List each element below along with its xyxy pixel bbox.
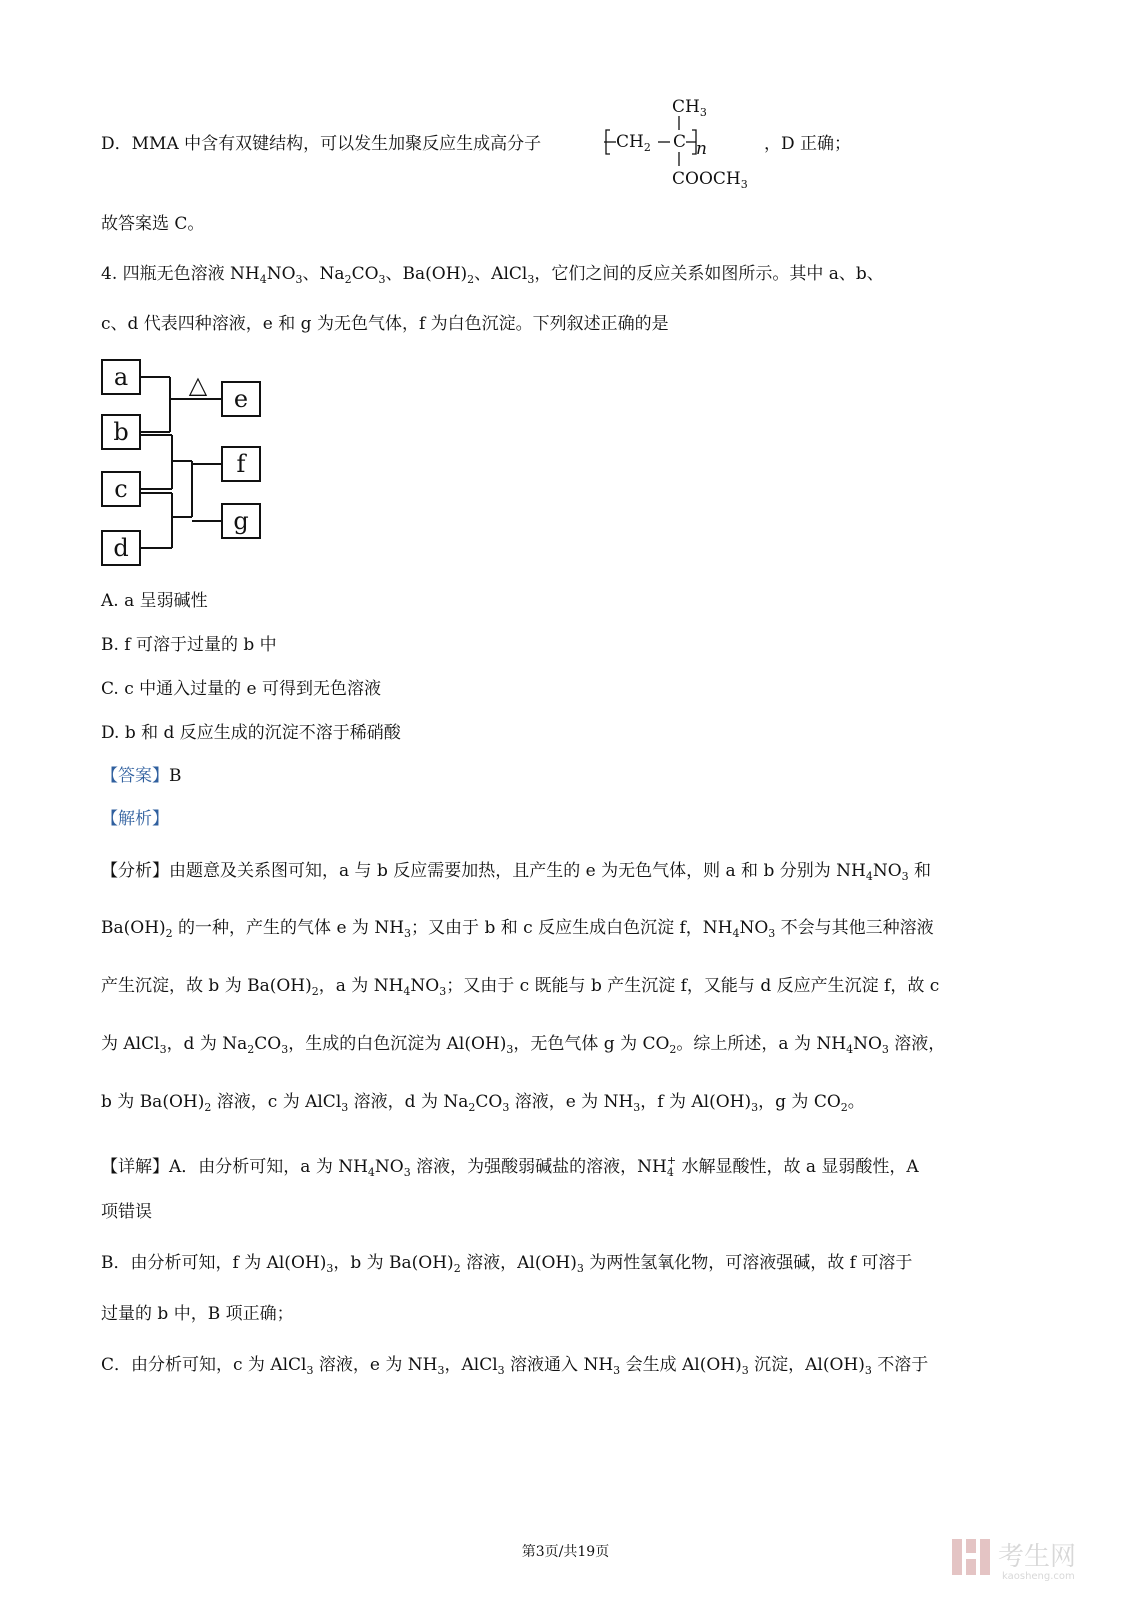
polymer-n: n [696,139,707,159]
label-a: a [113,363,129,391]
fenxi-line3: 产生沉淀，故 b 为 $Ba(OH)_2$，a 为 $NH_4NO_3$；又由于 c 既能与 b 产生沉淀 f，又能与 d 反应产生沉淀 f，故 c [101,976,940,998]
heat-symbol: △ [188,371,208,399]
polymer-ch2: $CH_2$ [616,132,651,154]
logo-url: kaosheng.com [1002,1571,1075,1582]
label-g: g [233,507,249,535]
analysis-label: 【解析】 [101,809,169,829]
label-c: c [114,475,128,503]
kaosheng-logo [950,1535,1120,1583]
option-a: A. a 呈弱碱性 [101,591,208,611]
option-d: D. b 和 d 反应生成的沉淀不溶于稀硝酸 [101,723,401,743]
prev-option-d [101,133,541,155]
option-c: C. c 中通入过量的 e 可得到无色溶液 [101,679,382,699]
option-b: B. f 可溶于过量的 b 中 [101,635,277,655]
prev-answer: 故答案选 C。 [101,214,205,234]
prev-option-d-tail: ，D 正确； [764,134,852,154]
detail-c-line1: C．由分析可知，c 为 AlCl$_3$ 溶液，e 为 $NH_3$，AlCl$_3$ 溶液通入 $NH_3$ 会生成 $Al(OH)_3$ 沉淀，$Al(OH)_3$ 不溶于 [101,1355,929,1377]
q4-stem-line2: c、d 代表四种溶液，e 和 g 为无色气体，f 为白色沉淀。下列叙述正确的是 [101,314,669,334]
detail-b-line1: B．由分析可知，f 为 $Al(OH)_3$，b 为 $Ba(OH)_2$ 溶液，$Al(OH)_3$ 为两性氢氧化物，可溶液强碱，故 f 可溶于 [101,1253,913,1275]
detail-b-line2: 过量的 b 中，B 项正确； [101,1304,294,1324]
fenxi-line2: $Ba(OH)_2$ 的一种，产生的气体 e 为 $NH_3$；又由于 b 和 c 反应生成白色沉淀 f，$NH_4NO_3$ 不会与其他三种溶液 [101,918,934,940]
answer-label: 【答案】 [101,766,169,786]
polymer-c: C [673,132,687,152]
logo-brand: 考生网 [998,1542,1077,1572]
polymer-ch3: $CH_3$ [672,97,707,119]
answer-line [101,765,182,787]
label-f: f [236,450,246,478]
fenxi-line5: b 为 $Ba(OH)_2$ 溶液，c 为 AlCl$_3$ 溶液，d 为 $Na_2CO_3$ 溶液，e 为 $NH_3$，f 为 $Al(OH)_3$，g 为 $CO_2$。 [101,1092,865,1114]
answer-value: B [169,766,182,786]
polymer-structure [600,92,770,192]
label-b: b [113,418,129,446]
page-number: 第3页/共19页 [521,1544,610,1560]
label-d: d [113,534,129,562]
q4-stem-line1: 4. 四瓶无色溶液 $NH_4NO_3$、$Na_2CO_3$、$Ba(OH)_2$、AlCl$_3$，它们之间的反应关系如图所示。其中 a、b、 [101,264,884,286]
polymer-cooch3: $COOCH_3$ [672,169,748,191]
fenxi-line4: 为 AlCl$_3$，d 为 $Na_2CO_3$，生成的白色沉淀为 $Al(OH)_3$，无色气体 g 为 $CO_2$。综上所述，a 为 $NH_4NO_3$ 溶液， [101,1034,946,1056]
detail-a-line2: 项错误 [101,1202,152,1222]
detail-a-line1: 【详解】A．由分析可知，a 为 $NH_4NO_3$ 溶液，为强酸弱碱盐的溶液，$NH_4^+$ 水解显酸性，故 a 显弱酸性，A [101,1154,919,1179]
fenxi-line1: 【分析】由题意及关系图可知，a 与 b 反应需要加热，且产生的 e 为无色气体，则 a 和 b 分别为 $NH_4NO_3$ 和 [101,861,932,883]
label-e: e [233,385,249,413]
prev-option-d-text: D．MMA 中含有双键结构，可以发生加聚反应生成高分子 [101,134,542,154]
reaction-diagram [100,355,280,570]
